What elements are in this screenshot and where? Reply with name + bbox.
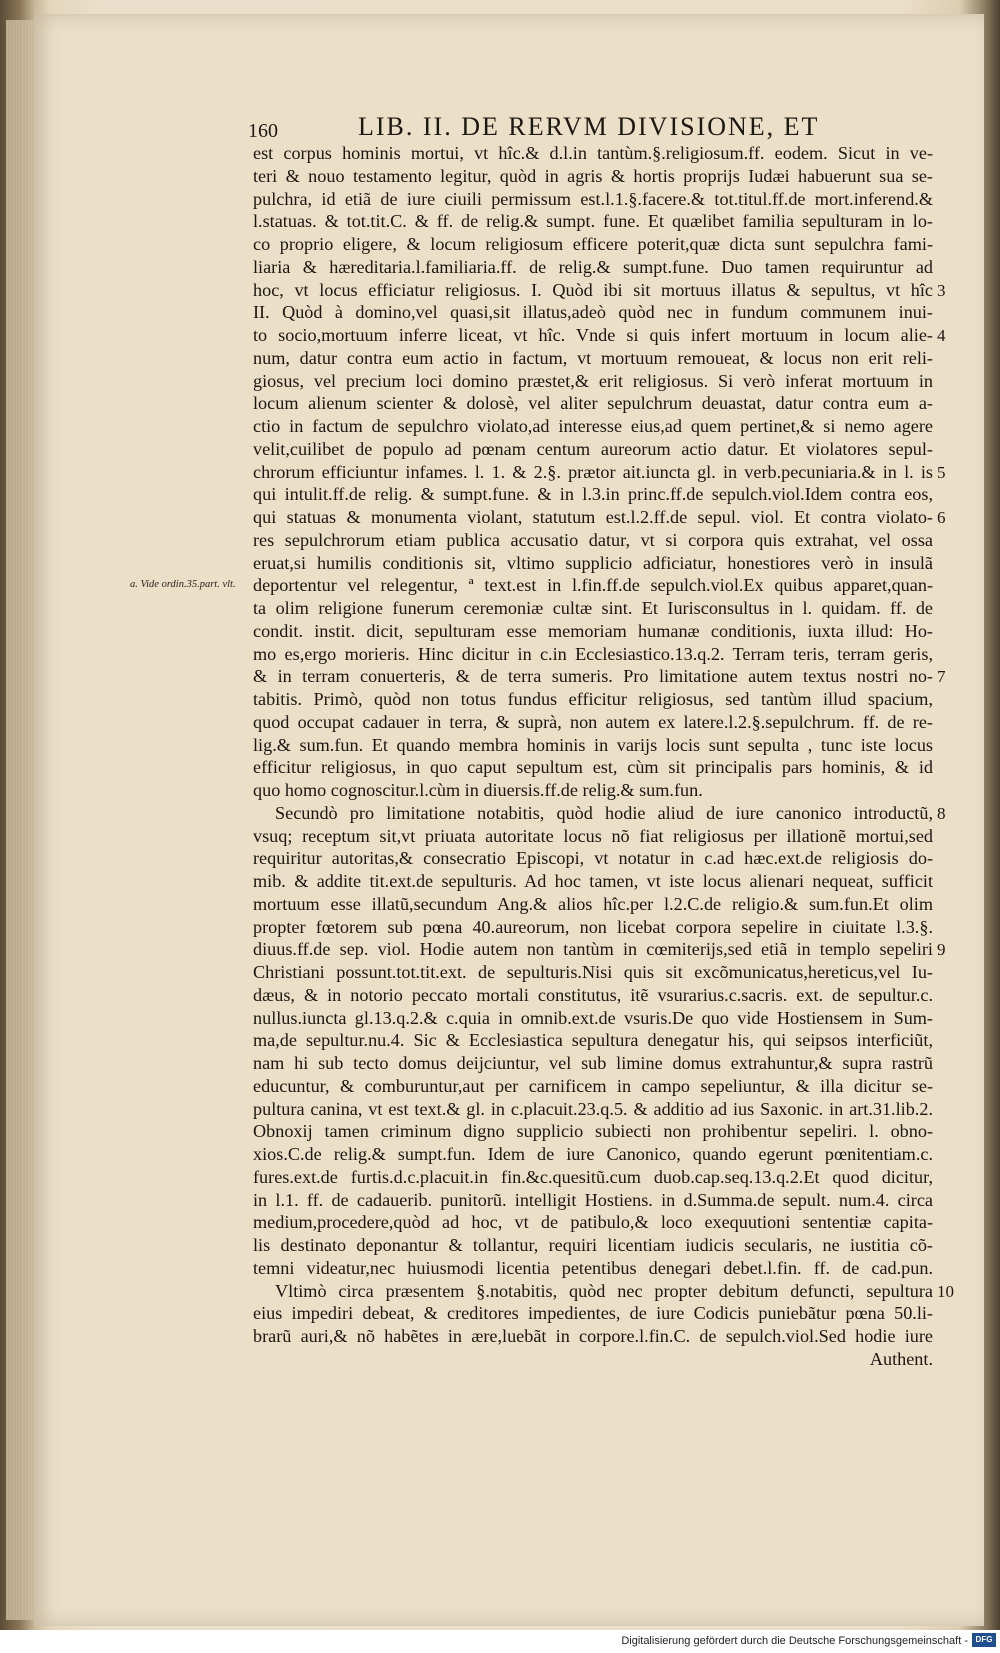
text-line: mib. & addite tit.ext.de sepulturis. Ad hoc tamen, vt iste locus alienari nequeat, sufficit [253, 871, 933, 891]
text-line: lis destinato deponantur & tollantur, requiri licentiam iudicis secularis, ne iustitia cõ- [253, 1235, 933, 1255]
page-number: 160 [248, 120, 278, 142]
text-line: giosus, vel precium loci domino præstet,& erit religiosus. Si verò inferat mortuum in [253, 370, 933, 391]
text-line: pulchra, id etiã de iure ciuili permissum est.l.1.§.facere.& tot.titul.ff.de mort.inferend.& [253, 188, 933, 209]
text-line: mo es,ergo morieris. Hinc dicitur in c.in Ecclesiastico.13.q.2. Terram teris, terram geris, [253, 643, 933, 664]
text-line: tabitis. Primò, quòd non totus fundus efficitur religiosus, sed tantùm illud spacium, [253, 689, 933, 709]
text-line: Christiani possunt.tot.tit.ext. de sepulturis.Nisi quis sit excõmunicatus,hereticus,vel Iu- [253, 962, 933, 982]
margin-numeral: 9 [937, 940, 946, 960]
text-line: co proprio eligere, & locum religiosum efficere poterit,quæ dicta sunt sepulchra fami- [253, 234, 933, 254]
text-line: ta olim religione funerum ceremoniæ cultæ sint. Et Iurisconsultus in l. quidam. ff. de [253, 598, 933, 618]
text-line: condit. instit. dicit, sepulturam esse memoriam humanæ conditionis, iuxta illud: Ho- [253, 620, 933, 641]
text-line: temni videatur,nec huiusmodi licentia petentibus denegari debet.l.fin. ff. de cad.pun. [253, 1257, 933, 1278]
text-line: teri & nouo testamento legitur, quòd in agris & hortis proprijs Iudæi habuerunt sua se- [253, 165, 933, 186]
text-line: res sepulchrorum etiam publica accusatio datur, vt si corpora quis extrahat, vel ossa [253, 529, 933, 550]
text-line: to socio,mortuum inferre liceat, vt hîc. Vnde si quis infert mortuum in locum alie- [253, 325, 933, 345]
text-line: vsuq; receptum sit,vt priuata autoritate locus nõ fiat religiosus per illationẽ mortui,sed [253, 825, 933, 846]
text-line: in l.1. ff. de cadauerib. punitorũ. intelligit Hostiens. in d.Summa.de sepult. num.4. circa [253, 1189, 933, 1210]
text-line: ctio in factum de sepulchro violato,ad interesse eius,ad quem pertinet,& si nemo agere [253, 416, 933, 436]
text-line: brarũ auri,& nõ habẽtes in ære,luebãt in corpore.l.fin.C. de sepulch.viol.Sed hodie iure [253, 1326, 933, 1346]
margin-numeral: 7 [937, 667, 946, 687]
text-line: & in terram conuerteris, & de terra sumeris. Pro limitatione autem textus nostri no- [253, 666, 933, 687]
text-line: mortuum esse illatũ,secundum Ang.& alios hîc.per l.2.C.de religio.& sum.fun.Et olim [253, 893, 933, 914]
text-line: est corpus hominis mortui, vt hîc.& d.l.in tantùm.§.religiosum.ff. eodem. Sicut in ve- [253, 143, 933, 163]
text-line: propter fœtorem sub pœna 40.aureorum, non licebat corpora sepelire in ciuitate l.3.§. [253, 916, 933, 937]
text-line: liaria & hæreditaria.l.familiaria.ff. de relig.& sumpt.fune. Duo tamen requiruntur ad [253, 256, 933, 277]
side-note: a. Vide ordin.35.part. vlt. [130, 579, 236, 591]
text-line: Secundò pro limitatione notabitis, quòd hodie aliud de iure canonico introductũ, [275, 802, 933, 823]
text-line: dæus, & in notorio peccato mortali constitutus, itẽ vsurarius.c.sacris. ext. de sepultur.c. [253, 984, 933, 1005]
text-line: lig.& sum.fun. Et quando membra hominis in varijs locis sunt sepulta , tunc iste locus [253, 734, 933, 755]
text-line: Vltimò circa præsentem §.notabitis, quòd nec propter debitum defuncti, sepultura [275, 1280, 933, 1301]
body-text [253, 142, 933, 1371]
text-line: Authent. [869, 1348, 933, 1369]
text-line: velit,cuilibet de populo ad pœnam centum aureorum actio datur. Et violatores sepul- [253, 438, 933, 459]
text-line: ma,de sepultur.nu.4. Sic & Ecclesiastica sepultura denegatur his, qui seipsos interficiũt, [253, 1030, 933, 1051]
footer-credit: Digitalisierung gefördert durch die Deutsche Forschungsgemeinschaft - [621, 1635, 968, 1647]
digitization-footer [0, 1630, 1000, 1653]
text-line: nullus.iuncta gl.13.q.2.& c.quia in omnib.ext.de vsuris.De quo vide Hostiensem in Sum- [253, 1007, 933, 1028]
text-line: xios.C.de relig.& sumpt.fun. Idem de iure Canonico, quando egerunt pœnitentiam.c. [253, 1144, 933, 1164]
text-line: pultura canina, vt est text.& gl. in c.placuit.23.q.5. & additio ad ius Saxonic. in art.31.lib.2. [253, 1098, 933, 1119]
text-line: locum alienum scienter & dolosè, vel aliter sepulchrum deuastat, datur contra eum a- [253, 393, 933, 414]
text-line: deportentur vel relegentur, ª text.est in l.fin.ff.de sepulch.viol.Ex quibus apparet,quan- [253, 575, 933, 596]
dfg-logo-icon: DFG [972, 1633, 996, 1647]
margin-numeral: 4 [937, 326, 946, 345]
text-line: efficitur religiosus, in quo caput sepultum est, cùm sit principalis pars hominis, & id [253, 757, 933, 778]
text-line: quod occupat cadauer in terra, & suprà, non autem ex latere.l.2.§.sepulchrum. ff. de re- [253, 711, 933, 732]
text-line: quo homo cognoscitur.l.cùm in diuersis.ff.de relig.& sum.fun. [253, 780, 703, 800]
running-title: LIB. II. DE RERVM DIVISIONE, ET [358, 112, 820, 141]
text-line: II. Quòd à domino,vel quasi,sit illatus,adeò quòd nec in fundum communem inui- [253, 302, 933, 323]
page-edges [6, 20, 36, 1620]
text-line: l.statuas. & tot.tit.C. & ff. de relig.& sumpt. fune. Et quælibet familia sepulturam in lo- [253, 211, 933, 232]
text-line: Obnoxij tamen criminum digno supplicio subiecti non prohibentur sepeliri. l. obno- [253, 1121, 933, 1142]
margin-numeral: 5 [937, 462, 946, 482]
text-line: diuus.ff.de sep. viol. Hodie autem non tantùm in cœmiterijs,sed etiã in templo sepeliri [253, 939, 933, 960]
text-line: educuntur, & comburuntur,aut per carnificem in campo sepeliuntur, & illa dicitur se- [253, 1075, 933, 1096]
text-line: fures.ext.de furtis.d.c.placuit.in fin.&c.quesitũ.cum duob.cap.seq.13.q.2.Et quod dicitur, [253, 1166, 933, 1187]
text-line: nam hi sub tecto domus deijciuntur, vel sub limine domus extrahuntur,& supra rastrũ [253, 1053, 933, 1073]
text-line: hoc, vt locus efficiatur religiosus. I. Quòd ibi sit mortuus illatus & sepultus, vt hîc [253, 279, 933, 300]
text-line: eius impediri debeat, & creditores impedientes, de iure Codicis puniebãtur pœna 50.li- [253, 1303, 933, 1324]
page-header [248, 112, 878, 142]
text-line: eruat,si humilis conditionis sit, vltimo supplicio adficiatur, honestiores verò in insulã [253, 552, 933, 573]
text-line: medium,procedere,quòd ad hoc, vt de patibulo,& loco exequutioni sententiæ capita- [253, 1212, 933, 1233]
margin-numeral: 8 [937, 803, 946, 823]
margin-numeral: 10 [937, 1281, 954, 1301]
text-line: qui intulit.ff.de relig. & sumpt.fune. & in l.3.in princ.ff.de sepulch.viol.Idem contra eos, [253, 484, 933, 505]
text-line: chrorum efficiuntur infames. l. 1. & 2.§. prætor ait.iuncta gl. in verb.pecuniaria.& in l. is [253, 461, 933, 482]
text-line: requiritur autoritas,& consecratio Episcopi, vt notatur in c.ad hæc.ext.de religiosis do- [253, 848, 933, 869]
text-line: qui statuas & monumenta violant, statutum est.l.2.ff.de sepul. viol. Et contra violato- [253, 507, 933, 527]
text-line: num, datur contra eum actio in factum, vt mortuum remoueat, & locus non erit reli- [253, 347, 933, 368]
margin-numeral: 6 [937, 508, 946, 527]
margin-numeral: 3 [937, 280, 946, 300]
